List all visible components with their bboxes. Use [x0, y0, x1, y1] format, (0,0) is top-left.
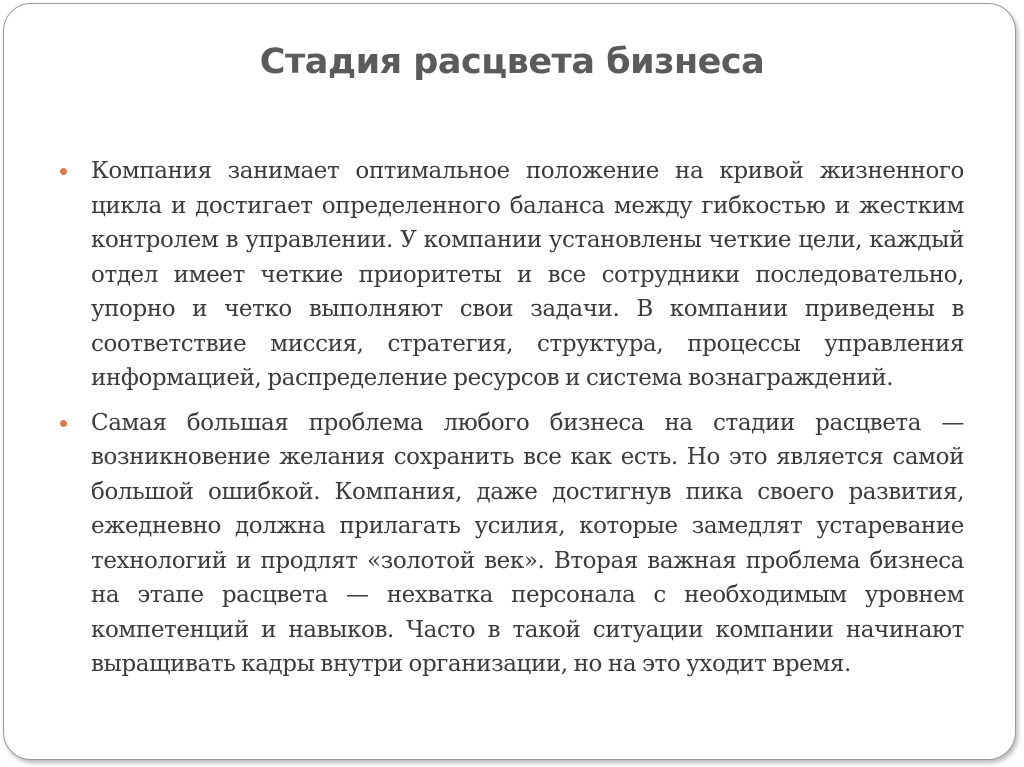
- bullet-list: [60, 154, 964, 692]
- slide-title: Стадия расцвета бизнеса: [259, 42, 765, 82]
- bullet-text: Самая большая проблема любого бизнеса на стадии расцвета — возникновение желания сохранить все как есть. Но это является самой большой ошибкой. Компания, даже достигнув пика своего развития, ежедневно должна прилагать усилия, которые замедлят устаревание технологий и продлят «золотой век». Вторая важная проблема бизнеса на этапе расцвета — нехватка персонала с необходимым уровнем компетенций и навыков. Часто в такой ситуации компании начинают выращивать кадры внутри организации, но на это уходит время.: [91, 409, 964, 677]
- list-item: [60, 154, 964, 396]
- bullet-dot-icon: [60, 420, 67, 427]
- bullet-dot-icon: [60, 168, 67, 175]
- bullet-text: Компания занимает оптимальное положение на кривой жизненного цикла и достигает определенного баланса между гибкостью и жестким контролем в управлении. У компании установлены четкие цели, каждый отдел имеет четкие приоритеты и все сотрудники последовательно, упорно и четко выполняют свои задачи. В компании приведены в соответствие миссия, стратегия, структура, процессы управления информацией, распределение ресурсов и система вознаграждений.: [91, 158, 964, 391]
- list-item: [60, 406, 964, 682]
